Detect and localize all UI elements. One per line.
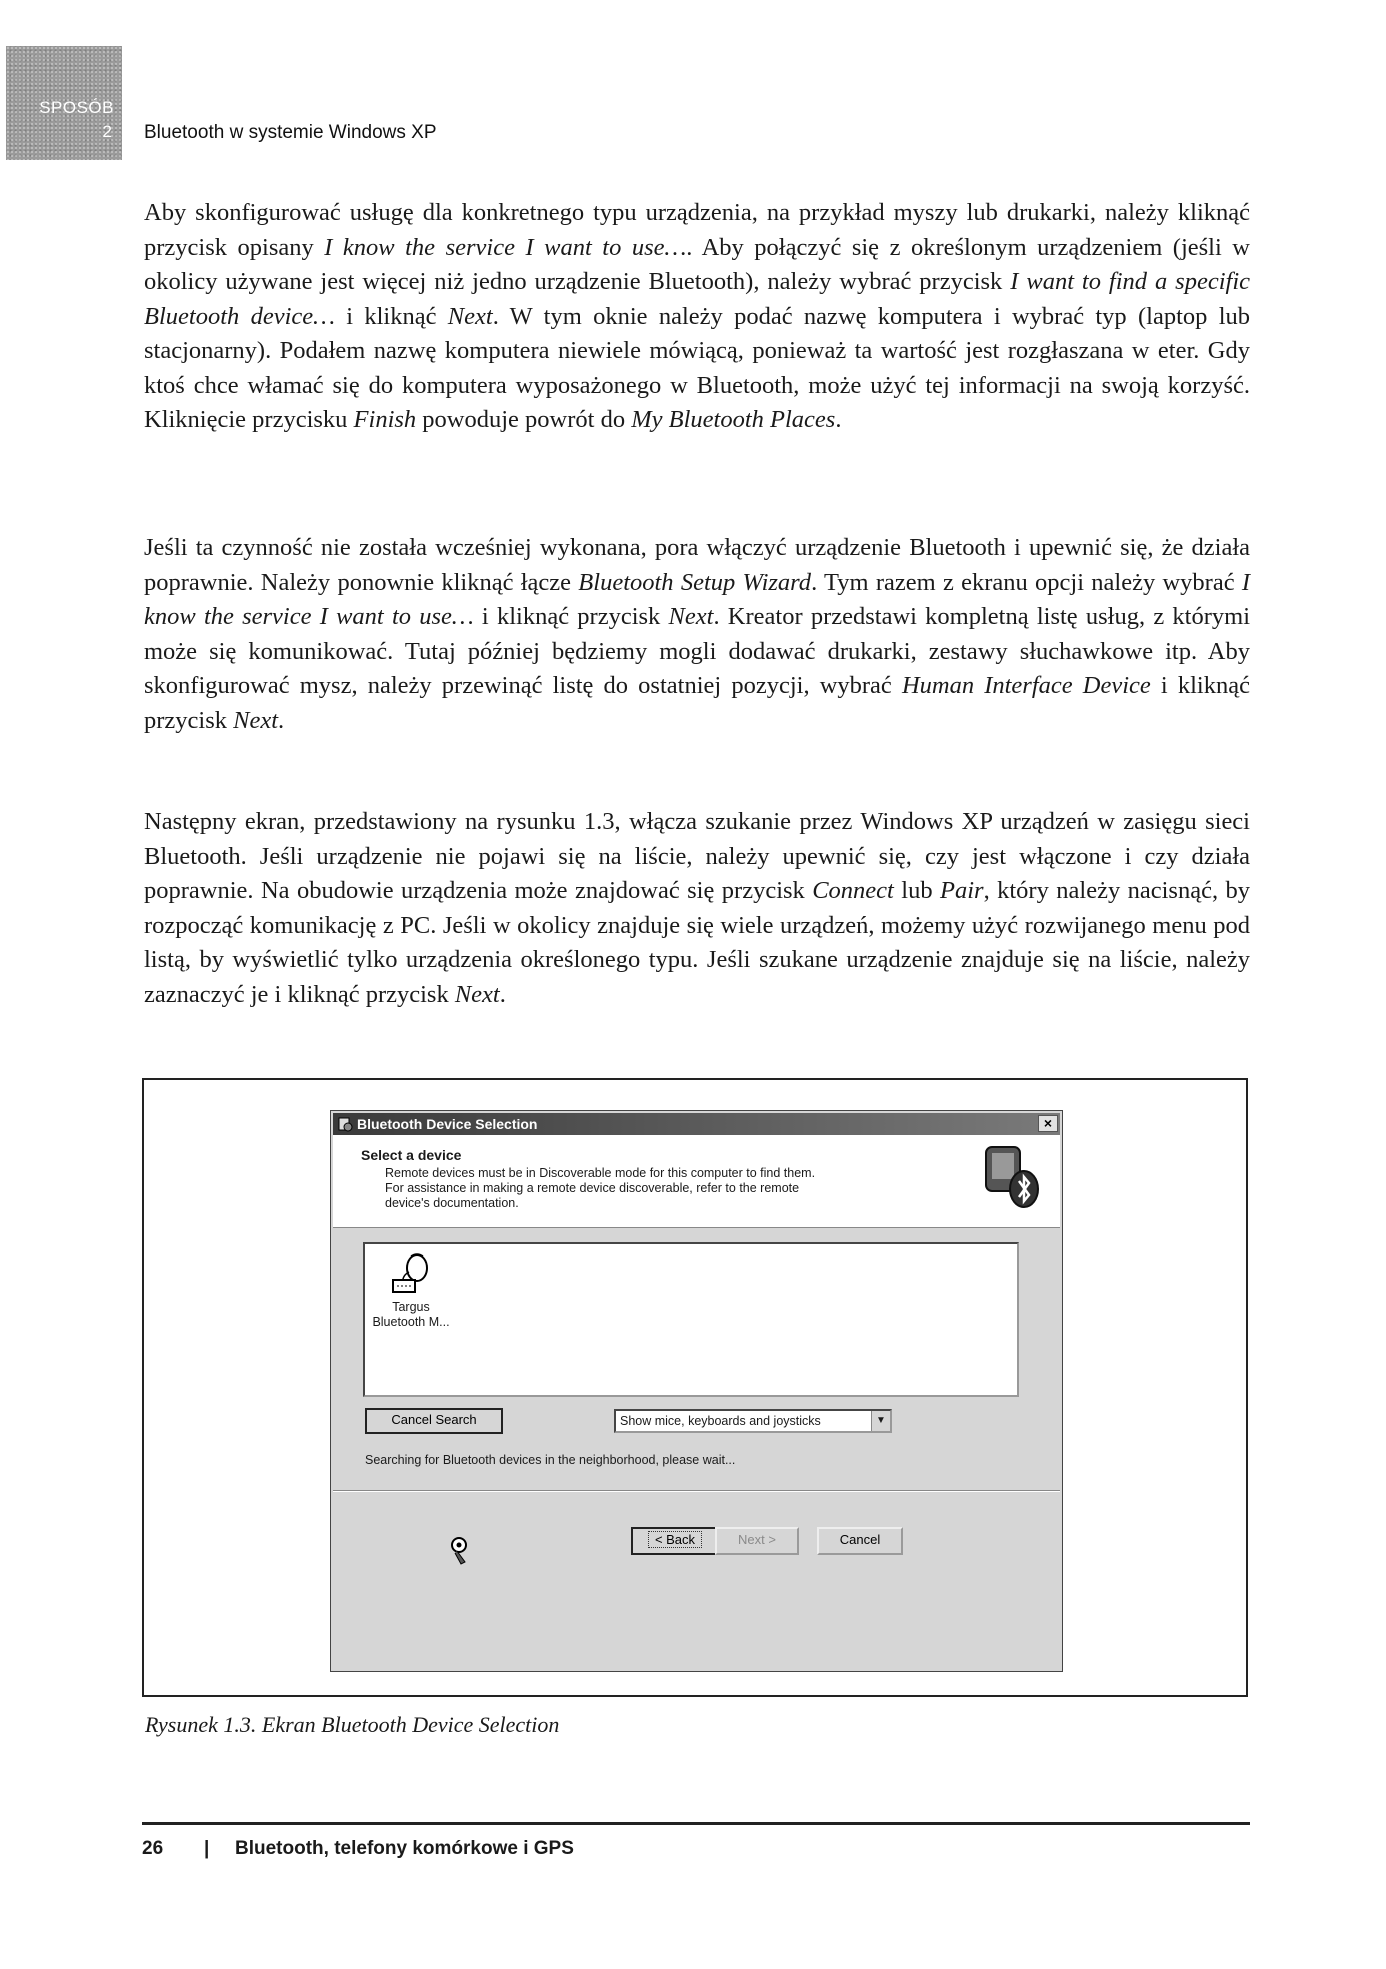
cancel-button[interactable]: Cancel bbox=[817, 1527, 903, 1555]
badge-number: 2 bbox=[102, 122, 112, 141]
italic-term: Next bbox=[233, 706, 279, 734]
mouse-device-icon bbox=[387, 1250, 435, 1298]
search-status-text: Searching for Bluetooth devices in the neighborhood, please wait... bbox=[365, 1453, 736, 1467]
paragraph-2 bbox=[144, 531, 1250, 738]
text-run: lub bbox=[893, 877, 941, 904]
text-run: . bbox=[835, 406, 842, 433]
description-line-2: For assistance in making a remote device discoverable, refer to the remote bbox=[385, 1181, 800, 1195]
italic-term: Connect bbox=[812, 877, 894, 904]
text-run: i kliknąć przycisk bbox=[473, 603, 669, 630]
italic-term: Pair bbox=[940, 877, 984, 904]
italic-term: I want to find a specific Bluetooth device… bbox=[144, 268, 1251, 330]
text-run: . Tym razem z ekranu opcji należy wybrać bbox=[811, 568, 1242, 596]
figure-caption: Rysunek 1.3. Ekran Bluetooth Device Selection bbox=[145, 1712, 560, 1737]
italic-term: I know the service I want to use… bbox=[144, 568, 1251, 630]
italic-term: Bluetooth Setup Wizard bbox=[578, 568, 812, 596]
italic-term: My Bluetooth Places bbox=[631, 406, 836, 433]
dialog-footer-divider bbox=[333, 1490, 1060, 1492]
text-run: i kliknąć przycisk bbox=[144, 672, 1250, 734]
description-line-3: device's documentation. bbox=[385, 1196, 519, 1210]
page-number: 26 bbox=[142, 1838, 164, 1859]
dialog-header bbox=[333, 1135, 1060, 1228]
bluetooth-wizard-icon bbox=[337, 1116, 353, 1132]
header-description bbox=[385, 1166, 855, 1211]
text-run: i kliknąć bbox=[334, 302, 448, 330]
section-badge bbox=[6, 46, 122, 160]
back-button[interactable] bbox=[631, 1527, 719, 1555]
device-type-filter-select[interactable] bbox=[614, 1409, 892, 1433]
book-title: Bluetooth, telefony komórkowe i GPS bbox=[235, 1838, 574, 1859]
cancel-search-button[interactable]: Cancel Search bbox=[365, 1408, 503, 1434]
text-run: Aby skonfigurować usługę dla konkretnego typu urządzenia, na przykład myszy lub drukarki, należy kliknąć przycisk opisany bbox=[144, 199, 1250, 261]
badge-label: SPOSÓB bbox=[39, 98, 114, 117]
searching-animation-icon bbox=[447, 1535, 473, 1565]
italic-term: I know the service I want to use… bbox=[324, 233, 687, 261]
filter-selected-value: Show mice, keyboards and joysticks bbox=[620, 1414, 821, 1428]
text-run: . Aby połączyć się z określonym urządzeniem (jeśli w okolicy używane jest więcej niż jedno urządzenie Bluetooth), należy wybrać przycisk bbox=[144, 233, 1250, 295]
description-line-1: Remote devices must be in Discoverable mode for this computer to find them. bbox=[385, 1166, 816, 1180]
italic-term: Next bbox=[447, 302, 493, 330]
device-list[interactable] bbox=[363, 1242, 1019, 1397]
figure-frame bbox=[142, 1078, 1248, 1697]
device-name-line-2: Bluetooth M... bbox=[372, 1315, 450, 1329]
italic-term: Human Interface Device bbox=[901, 672, 1151, 699]
chevron-down-icon[interactable]: ▼ bbox=[871, 1411, 890, 1431]
device-name-line-1: Targus bbox=[392, 1300, 430, 1314]
close-button[interactable]: × bbox=[1038, 1115, 1058, 1132]
back-button-label: < Back bbox=[648, 1531, 702, 1548]
device-item-targus[interactable] bbox=[369, 1250, 453, 1330]
text-run: . W tym oknie należy podać nazwę komputera i wybrać typ (laptop lub stacjonarny). Podałem nazwę komputera niewiele mówiącą, ponieważ ta wartość jest rozgłaszana w eter. Gdy ktoś chce włamać się do komputera wyposażonego w Bluetooth, może użyć tej informacji na swoją korzyść. Kliknięcie przycisku bbox=[144, 302, 1251, 433]
footer-rule bbox=[142, 1822, 1250, 1825]
text-run: . bbox=[499, 980, 506, 1008]
text-run: . Kreator przedstawi kompletną listę usług, z którymi może się komunikować. Tutaj później będziemy mogli dodawać drukarki, zestawy słuchawkowe itp. Aby skonfigurować mysz, należy przewinąć listę do ostatniej pozycji, wybrać bbox=[144, 603, 1251, 699]
running-title: Bluetooth w systemie Windows XP bbox=[144, 122, 437, 143]
dialog-title: Bluetooth Device Selection bbox=[357, 1116, 538, 1132]
text-run: Jeśli ta czynność nie została wcześniej wykonana, pora włączyć urządzenie Bluetooth i upewnić się, że działa poprawnie. Należy ponownie kliknąć łącze bbox=[144, 534, 1250, 596]
italic-term: Finish bbox=[353, 406, 417, 433]
italic-term: Next bbox=[668, 603, 714, 630]
select-device-heading: Select a device bbox=[361, 1147, 462, 1163]
paragraph-3 bbox=[144, 805, 1250, 1012]
footer-separator: | bbox=[204, 1838, 210, 1859]
paragraph-1 bbox=[144, 196, 1250, 438]
text-run: powoduje powrót do bbox=[416, 406, 632, 433]
text-run: Następny ekran, przedstawiony na rysunku 1.3, włącza szukanie przez Windows XP urządzeń w zasięgu sieci Bluetooth. Jeśli urządzenie nie pojawi się na liście, należy upewnić się, czy jest włączone i czy działa poprawnie. Na obudowie urządzenia może znajdować się przycisk bbox=[144, 808, 1250, 904]
next-button[interactable]: Next > bbox=[715, 1527, 799, 1555]
text-run: , który należy nacisnąć, by rozpocząć komunikację z PC. Jeśli w okolicy znajduje się wiele urządzeń, możemy użyć rozwijanego menu pod listą, by wyświetlić tylko urządzenia określonego typu. Jeśli szukane urządzenie znajduje się na liście, należy zaznaczyć je i kliknąć przycisk bbox=[144, 877, 1250, 1008]
bluetooth-computer-icon bbox=[982, 1141, 1042, 1213]
bluetooth-device-selection-dialog bbox=[330, 1110, 1063, 1672]
text-run: . bbox=[278, 706, 285, 734]
dialog-titlebar bbox=[333, 1113, 1060, 1135]
italic-term: Next bbox=[454, 980, 500, 1008]
